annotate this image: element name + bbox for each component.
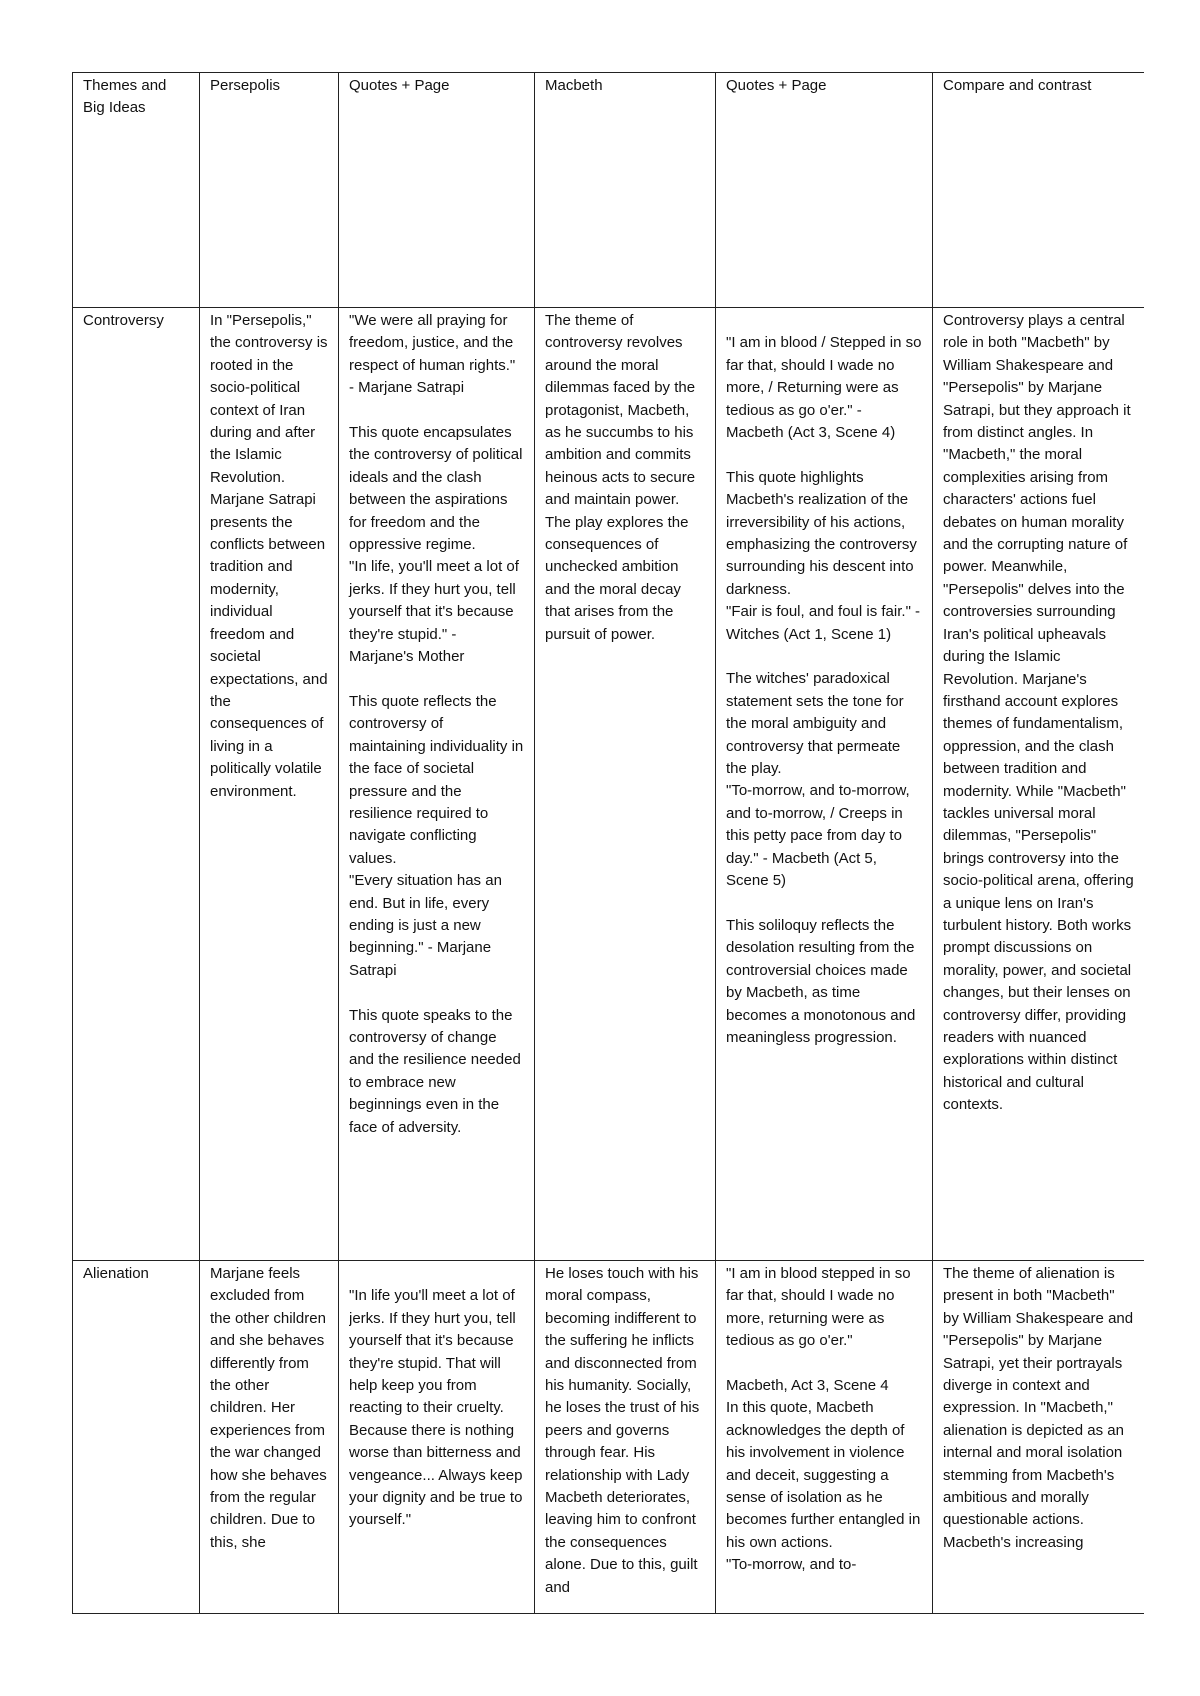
header-macbeth-quotes: Quotes + Page: [716, 73, 933, 308]
quote-analysis: This quote highlights Macbeth's realization of the irreversibility of his actions, emphasizing the controversy surrounding his descent into darkness.: [726, 468, 917, 598]
header-themes: Themes and Big Ideas: [73, 73, 200, 308]
persepolis-cell: [200, 1261, 339, 1614]
macbeth-cell: The theme of controversy revolves around the moral dilemmas faced by the protagonist, Macbeth, as he succumbs to his ambition and commits heinous acts to secure and maintain power. The play explores the consequences of unchecked ambition and the moral decay that arises from the pursuit of power.: [535, 308, 716, 1261]
macbeth-cell: [535, 1261, 716, 1614]
header-compare: Compare and contrast: [933, 73, 1145, 308]
quote: "Every situation has an end. But in life, every ending is just a new beginning." - Marjane Satrapi: [349, 872, 502, 979]
quote: "I am in blood stepped in so far that, should I wade no more, returning were as tedious as go o'er.": [726, 1265, 911, 1350]
persepolis-cell: In "Persepolis," the controversy is rooted in the socio-political context of Iran during and after the Islamic Revolution. Marjane Satrapi presents the conflicts between tradition and modernity, individual freedom and societal expectations, and the consequences of living in a politically volatile environment.: [200, 308, 339, 1261]
macbeth-text: He loses touch with his moral compass, becoming indifferent to the suffering he inflicts and disconnected from his humanity. Socially, he loses the trust of his peers and governs through fear. His relationship with Lady Macbeth deteriorates, leaving him to confront the consequences alone. Due to this, guilt and: [545, 1265, 700, 1596]
compare-cell: Controversy plays a central role in both "Macbeth" by William Shakespeare and "Persepolis" by Marjane Satrapi, but they approach it from distinct angles. In "Macbeth," the moral complexities arising from characters' actions fuel debates on human morality and the corrupting nature of power. Meanwhile, "Persepolis" delves into the controversies surrounding Iran's political upheavals during the Islamic Revolution. Marjane's firsthand account explores themes of fundamentalism, oppression, and the clash between tradition and modernity. While "Macbeth" tackles universal moral dilemmas, "Persepolis" brings controversy into the socio-political arena, offering a unique lens on Iran's turbulent history. Both works prompt discussions on morality, power, and societal changes, but their lenses on controversy differ, providing readers with nuanced explorations within distinct historical and cultural contexts.: [933, 308, 1145, 1261]
header-macbeth: Macbeth: [535, 73, 716, 308]
persepolis-text: Marjane feels excluded from the other children and she behaves differently from the other children. Her experiences from the war changed how she behaves from the regular children. Due to this, she: [210, 1265, 327, 1551]
quote-analysis: This soliloquy reflects the desolation resulting from the controversial choices made by Macbeth, as time becomes a monotonous and meaningless progression.: [726, 916, 916, 1046]
persepolis-quotes-cell: [339, 308, 535, 1261]
table-row: [73, 308, 1145, 1261]
compare-cell: [933, 1261, 1145, 1614]
quote: "We were all praying for freedom, justice, and the respect of human rights." - Marjane Satrapi: [349, 312, 516, 397]
table-header-row: [73, 73, 1145, 308]
header-persepolis-quotes: Quotes + Page: [339, 73, 535, 308]
quote: "In life, you'll meet a lot of jerks. If they hurt you, tell yourself that it's because they're stupid." - Marjane's Mother: [349, 558, 519, 666]
macbeth-quotes-cell: [716, 1261, 933, 1614]
quote-citation: Macbeth, Act 3, Scene 4: [726, 1377, 889, 1395]
compare-text: The theme of alienation is present in both "Macbeth" by William Shakespeare and "Persepolis" by Marjane Satrapi, yet their portrayals diverge in context and expression. In "Macbeth," alienation is depicted as an internal and moral isolation stemming from Macbeth's ambitious and morally questionable actions. Macbeth's increasing: [943, 1265, 1134, 1551]
theme-cell: [73, 1261, 200, 1614]
quote: "To-morrow, and to-morrow, and to-morrow, / Creeps in this petty pace from day to day." - Macbeth (Act 5, Scene 5): [726, 782, 910, 890]
quote: "In life you'll meet a lot of jerks. If they hurt you, tell yourself that it's because they're stupid. That will help keep you from reacting to their cruelty. Because there is nothing worse than bitterness and vengeance... Always keep your dignity and be true to yourself.": [349, 1287, 523, 1529]
quote-analysis: In this quote, Macbeth acknowledges the depth of his involvement in violence and deceit, suggesting a sense of isolation as he becomes further entangled in his own actions.: [726, 1399, 921, 1551]
quote: "To-morrow, and to-: [726, 1556, 857, 1574]
macbeth-quotes-cell: [716, 308, 933, 1261]
table-row: [73, 1261, 1145, 1614]
quote-analysis: This quote reflects the controversy of maintaining individuality in the face of societal pressure and the resilience required to navigate conflicting values.: [349, 692, 524, 867]
quote-analysis: This quote speaks to the controversy of change and the resilience needed to embrace new beginnings even in the face of adversity.: [349, 1006, 521, 1136]
document-page: [72, 72, 1144, 1624]
quote-analysis: This quote encapsulates the controversy of political ideals and the clash between the aspirations for freedom and the oppressive regime.: [349, 424, 523, 554]
quote: "I am in blood / Stepped in so far that, should I wade no more, / Returning were as tedious as go o'er." - Macbeth (Act 3, Scene 4): [726, 334, 922, 442]
theme-text: Alienation: [83, 1265, 149, 1282]
quote-analysis: The witches' paradoxical statement sets the tone for the moral ambiguity and controversy that permeate the play.: [726, 670, 904, 778]
comparison-table: [72, 72, 1144, 1614]
quote: "Fair is foul, and foul is fair." - Witches (Act 1, Scene 1): [726, 603, 921, 643]
theme-cell: Controversy: [73, 308, 200, 1261]
header-persepolis: Persepolis: [200, 73, 339, 308]
persepolis-quotes-cell: [339, 1261, 535, 1614]
